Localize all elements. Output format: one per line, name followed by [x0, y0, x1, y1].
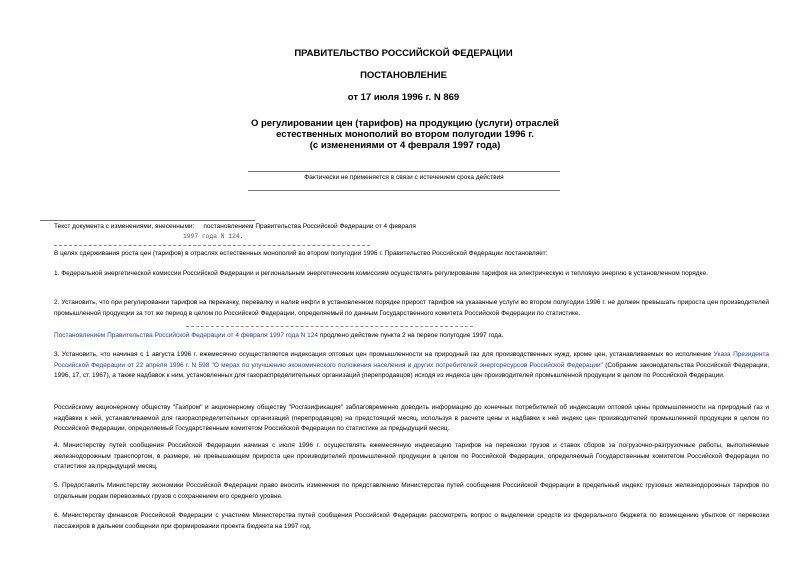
paragraph-3-2: Российскому акционерному обществу "Газпром" и акционерному обществу "Росгазификация" заблаговременно доводить информацию до конечных потребителей об индексации оптовой цены промышленности на природный газ и надбавки к ней, устанавливаемой для газораспределительных организаций (перепродавцов) на предстоящий месяц, используя в расчете цены и надбавки к ней индекс цен производителей промышленной продукции в целом по Российской Федерации, определяемый Государственным комитетом Российской Федерации по статистике за предыдущий месяц.	[54, 404, 769, 432]
paragraph-2-note-rest: продлено действие пункта 2 на первое полугодие 1997 года.	[319, 332, 504, 339]
decree-598-link[interactable]: Указа Президента Российской Федерации от 22 апреля 1996 г. N 598 "О мерах по улучшению экономического положения населения и других потребителей энергоресурсов Российской Федерации"	[54, 351, 770, 369]
status-note: Фактически не применяется в связи с истечением срока действия	[304, 174, 504, 181]
document-title	[180, 118, 630, 151]
doc-type-heading: ПОСТАНОВЛЕНИЕ	[360, 70, 447, 81]
paragraph-2-note	[54, 331, 769, 342]
changes-note	[54, 222, 474, 233]
paragraph-4: 4. Министерству путей сообщения Российской Федерации начиная с июля 1996 г. осуществлять ежемесячную индексацию тарифов на перевозки грузов и ставок сборов за погрузочно-разгрузочные работы, выполняемые железнодорожным транспортом, в размере, не превышающем прироста цен производителей промышленной продукции в целом по Российской Федерации, определяемый Государственным комитетом Российской Федерации по статистике за предыдущий месяц.	[54, 442, 769, 470]
government-heading: ПРАВИТЕЛЬСТВО РОССИЙСКОЙ ФЕДЕРАЦИИ	[294, 48, 513, 59]
status-note-box	[248, 171, 560, 191]
paragraph-6: 6. Министерству финансов Российской Федерации с участием Министерства путей сообщения Российской Федерации рассмотреть вопрос о выделении средств из федерального бюджета по возмещению убытков от перевозки пассажиров в дальнем сообщении при формировании проекта бюджета на 1997 год.	[54, 512, 769, 530]
paragraph-1: 1. Федеральной энергетической комиссии Российской Федерации и региональным энергетическим комиссиям осуществлять регулирование тарифов на электрическую и тепловую энергию в установленном порядке.	[54, 270, 708, 277]
dashed-divider	[54, 245, 370, 246]
paragraph-3	[54, 350, 769, 382]
paragraph-3-part-a: 3. Установить, что начиная с 1 августа 1996 г. ежемесячно осуществляется индексация оптовых цен промышленности на природный газ для производственных нужд, кроме цен, устанавливаемых во исполнение	[54, 351, 712, 358]
date-number-heading: от 17 июля 1996 г. N 869	[347, 92, 460, 103]
title-line-3: (с изменениями от 4 февраля 1997 года)	[309, 140, 501, 151]
paragraph-3-part-b: (Собрание законодательства Российской Федерации, 1996, 17, ст. 1967), а также надбавок к ним, установленных для газораспределительных организаций (перепродавцов) исходя из индекса цен производителей промышленной продукции в целом по Российской Федерации.	[54, 361, 770, 379]
paragraph-2: 2. Установить, что при регулировании тарифов на перекачку, перевалку и налив нефти в установленном порядке прирост тарифов на указанные услуги во втором полугодии 1996 г. не должен превышать прироста цен производителей промышленной продукции за тот же период в целом по Российской Федерации, определяемый по данным Государственного комитета Российской Федерации по статистике.	[54, 299, 769, 317]
divider	[40, 220, 255, 221]
title-line-2: естественных монополий во втором полугодии 1996 г.	[276, 129, 534, 140]
intro-paragraph: В целях сдерживания роста цен (тарифов) в отраслях естественных монополий во втором полугодии 1996 г. Правительство Российской Федерации постановляет:	[54, 250, 548, 257]
changes-resolution: постановлением Правительства Российской Федерации от 4 февраля	[203, 223, 416, 230]
changes-resolution-cont: 1997 года N 124.	[183, 233, 244, 240]
resolution-124-link[interactable]: Постановлением Правительства Российской Федерации от 4 февраля 1997 года N 124	[54, 332, 319, 339]
title-line-1: О регулировании цен (тарифов) на продукцию (услуги) отраслей	[250, 118, 560, 129]
paragraph-5: 5. Предоставить Министерству экономики Российской Федерации право вносить изменения по представлению Министерства путей сообщения Российской Федерации в предельный индекс грузовых железнодорожных тарифов по отдельным родам перевозимых грузов с сохранением его среднего уровня.	[54, 482, 769, 500]
dashed-divider-2	[186, 326, 473, 327]
changes-prefix: Текст документа с изменениями, внесенными:	[54, 223, 195, 230]
